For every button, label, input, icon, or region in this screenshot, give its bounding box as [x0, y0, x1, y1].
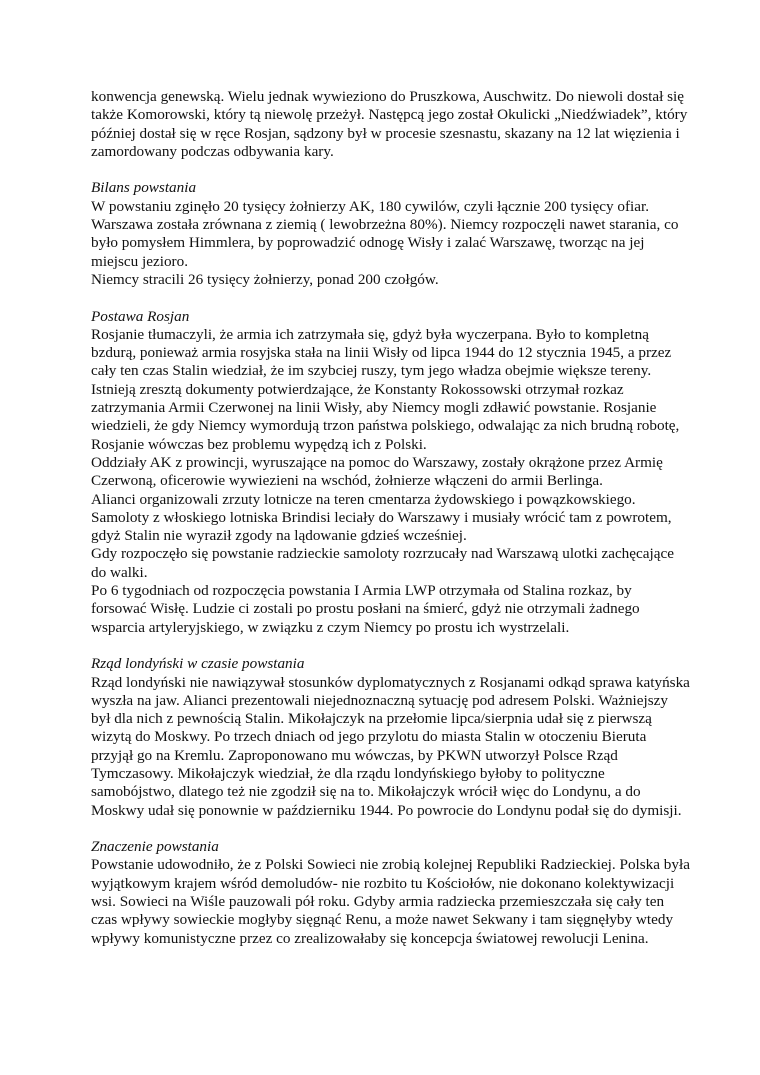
body-paragraph: Samoloty z włoskiego lotniska Brindisi leciały do Warszawy i musiały wrócić tam z powrotem, gdyż Stalin nie wyraził zgody na lądowanie gdzieś wcześniej.: [91, 508, 672, 545]
body-paragraph: Oddziały AK z prowincji, wyruszające na pomoc do Warszawy, zostały okrążone przez Armię Czerwoną, oficerowie wywiezieni na wschód, żołnierze włączeni do armii Berlinga.: [91, 453, 663, 490]
body-paragraph: Rząd londyński nie nawiązywał stosunków dyplomatycznych z Rosjanami odkąd sprawa katyńska wyszła na jaw. Alianci prezentowali niejednoznaczną sytuację pod adresem Polski. Ważniejszy był dla nich z pewnością Stalin. Mikołajczyk na przełomie lipca/sierpnia udał się z pierwszą wizytą do Moskwy. Po trzech dniach od jego przylotu do miasta Stalin w otoczeniu Bieruta przyjął go na Kremlu. Zaproponowano mu wówczas, by PKWN utworzył Polsce Rząd Tymczasowy. Mikołajczyk wiedział, że dla rządu londyńskiego byłoby to polityczne samobójstwo, dlatego też nie zgodził się na to. Mikołajczyk wrócił więc do Londynu, a do Moskwy udał się ponownie w październiku 1944. Po powrocie do Londynu podał się do dymisji.: [91, 673, 690, 819]
body-paragraph: Powstanie udowodniło, że z Polski Sowieci nie zrobią kolejnej Republiki Radzieckiej. Polska była wyjątkowym krajem wśród demoludów- nie rozbito tu Kościołów, nie dokonano kolektywizacji wsi. Sowieci na Wiśle pauzowali pół roku. Gdyby armia radziecka przemieszczała się cały ten czas wpływy sowieckie mogłyby sięgnąć Renu, a może nawet Sekwany i tam sięgnęłyby wtedy wpływy komunistyczne przez co zrealizowałaby się koncepcja światowej rewolucji Lenina.: [91, 856, 690, 947]
document-page: [91, 88, 691, 966]
section-heading: Postawa Rosjan: [91, 307, 190, 325]
section-bilans-powstania: [91, 179, 691, 289]
body-paragraph: Niemcy stracili 26 tysięcy żołnierzy, ponad 200 czołgów.: [91, 270, 439, 288]
section-rzad-londynski: [91, 655, 691, 820]
body-paragraph: Rosjanie tłumaczyli, że armia ich zatrzymała się, gdyż była wyczerpana. Było to kompletną bzdurą, ponieważ armia rosyjska stała na linii Wisły od lipca 1944 do 12 stycznia 1945, a przez cały ten czas Stalin wiedział, że im szybciej ruszy, tym jego władza obejmie większe tereny. Istnieją zresztą dokumenty potwierdzające, że Konstanty Rokossowski otrzymał rozkaz zatrzymania Armii Czerwonej na linii Wisły, aby Niemcy mogli zdławić powstanie. Rosjanie wiedzieli, że gdy Niemcy wymordują trzon państwa polskiego, odwalając za nich brudną robotę, Rosjanie wówczas bez problemu wypędzą ich z Polski.: [91, 325, 680, 453]
body-paragraph: Gdy rozpoczęło się powstanie radzieckie samoloty rozrzucały nad Warszawą ulotki zachęcające do walki.: [91, 545, 674, 581]
body-paragraph: W powstaniu zginęło 20 tysięcy żołnierzy AK, 180 cywilów, czyli łącznie 200 tysięcy ofiar. Warszawa została zrównana z ziemią ( lewobrzeżna 80%). Niemcy rozpoczęli nawet starania, co było pomysłem Himmlera, by poprowadzić odnogę Wisły i zalać Warszawę, tworząc na jej miejscu jezioro.: [91, 197, 679, 270]
intro-paragraph: konwencja genewską. Wielu jednak wywieziono do Pruszkowa, Auschwitz. Do niewoli dostał się także Komorowski, który tą niewolę przeżył. Następcą jego został Okulicki „Niedźwiadek”, który później dostał się w ręce Rosjan, sądzony był w procesie szesnastu, skazany na 12 lat więzienia i zamordowany podczas odbywania kary.: [91, 88, 688, 160]
section-heading: Rząd londyński w czasie powstania: [91, 655, 305, 673]
body-paragraph: Po 6 tygodniach od rozpoczęcia powstania I Armia LWP otrzymała od Stalina rozkaz, by forsować Wisłę. Ludzie ci zostali po prostu posłani na śmierć, gdyż nie otrzymali żadnego wsparcia artyleryjskiego, w związku z czym Niemcy po prostu ich wystrzelali.: [91, 582, 640, 636]
body-paragraph: Alianci organizowali zrzuty lotnicze na teren cmentarza żydowskiego i powązkowskiego.: [91, 490, 636, 508]
section-znaczenie-powstania: [91, 838, 691, 948]
section-heading: Bilans powstania: [91, 179, 197, 197]
section-postawa-rosjan: [91, 308, 691, 637]
intro-section: [91, 88, 691, 161]
section-heading: Znaczenie powstania: [91, 838, 219, 856]
